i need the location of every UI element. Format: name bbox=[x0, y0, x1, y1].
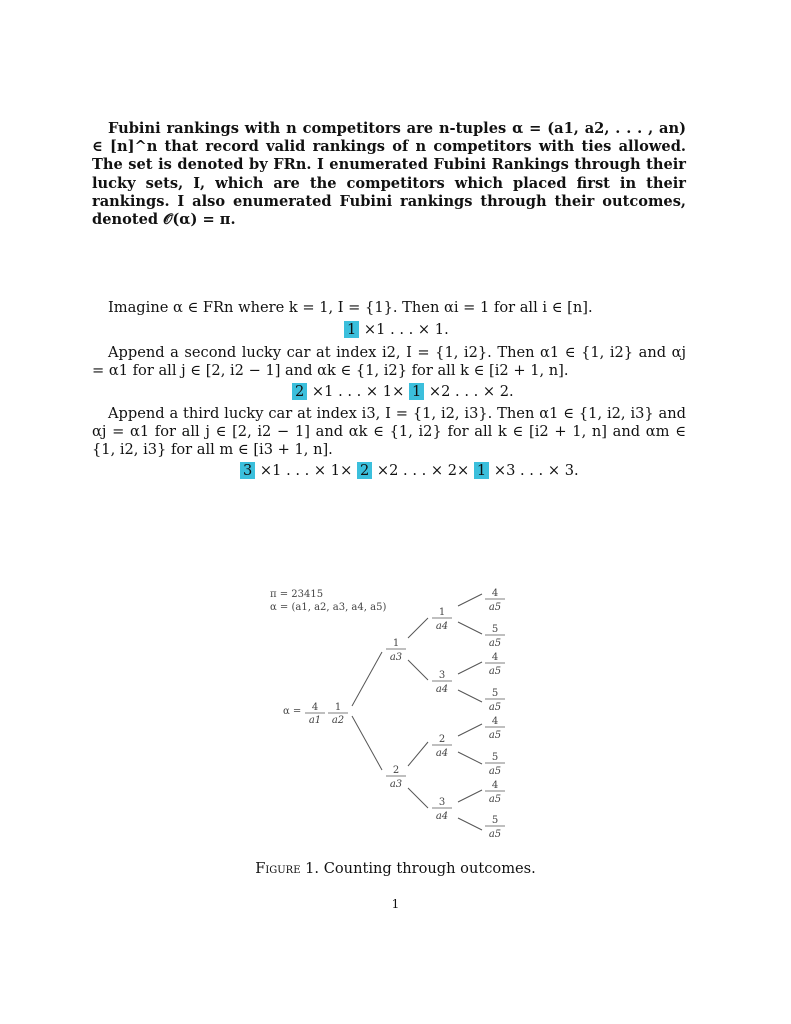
eq3-term-2: 2 bbox=[357, 462, 372, 479]
caption-label: Figure 1. bbox=[255, 860, 320, 877]
l5-value-0: 4 bbox=[491, 588, 499, 599]
intro-text: Fubini rankings with n competitors are n-tuples α = (a1, a2, . . . , an) ∈ [n]^n that record valid rankings of n competitors with ties allowed. The set is denoted by FRn. I enumerated Fubini Rankings through their lucky sets, I, which are the competitors which placed first in their rankings. I also enumerated Fubini rankings through their outcomes, denoted 𝒪(α) = π. bbox=[92, 120, 686, 229]
l4-var-1: a4 bbox=[435, 684, 449, 695]
l4-value-2: 2 bbox=[438, 734, 446, 745]
edge-l4-l5-2 bbox=[458, 662, 482, 674]
eq1-term-1: ×1 . . . × 1. bbox=[359, 321, 449, 338]
a2-value: 1 bbox=[334, 702, 342, 713]
l3-var-0: a3 bbox=[389, 652, 403, 663]
edge-l3-l4-3 bbox=[408, 788, 428, 808]
lucky-p3-text: Append a third lucky car at index i3, I = {1, i2, i3}. Then α1 ∈ {1, i2, i3} and αj = α1 for all j ∈ [2, i2 − 1] and αk ∈ {1, i2} for all k ∈ [i2 + 1, n] and αm ∈ {1, i2, i3} for all m ∈ [i3 + 1, n]. bbox=[92, 405, 686, 459]
l5-value-6: 4 bbox=[491, 780, 499, 791]
eq3-term-1: ×1 . . . × 1× bbox=[255, 462, 357, 479]
l5-value-4: 4 bbox=[491, 716, 499, 727]
l5-value-3: 5 bbox=[491, 688, 499, 699]
l5-var-0: a5 bbox=[488, 602, 502, 613]
root-prefix: α = bbox=[283, 706, 302, 717]
eq3-term-4: 1 bbox=[474, 462, 489, 479]
edge-l4-l5-5 bbox=[458, 752, 482, 764]
edge-root-l3-0 bbox=[352, 652, 382, 706]
a1-var: a1 bbox=[308, 715, 322, 726]
l4-var-0: a4 bbox=[435, 621, 449, 632]
l5-var-4: a5 bbox=[488, 730, 502, 741]
l5-var-6: a5 bbox=[488, 794, 502, 805]
edge-l4-l5-1 bbox=[458, 622, 482, 634]
l5-value-1: 5 bbox=[491, 624, 499, 635]
l4-value-1: 3 bbox=[438, 670, 446, 681]
edge-l3-l4-1 bbox=[408, 660, 428, 680]
caption-text: Counting through outcomes. bbox=[323, 860, 536, 877]
eq3-term-3: ×2 . . . × 2× bbox=[372, 462, 474, 479]
alpha-label: α = (a1, a2, a3, a4, a5) bbox=[270, 602, 387, 613]
eq3-term-0: 3 bbox=[240, 462, 255, 479]
figure-caption bbox=[0, 860, 791, 877]
lucky-p2-text: Append a second lucky car at index i2, I = {1, i2}. Then α1 ∈ {1, i2} and αj = α1 for all j ∈ [2, i2 − 1] and αk ∈ {1, i2} for all k ∈ [i2 + 1, n]. bbox=[92, 344, 686, 380]
eq2-term-0: 2 bbox=[292, 383, 307, 400]
edge-root-l3-1 bbox=[352, 716, 382, 770]
tree-labels bbox=[270, 588, 505, 840]
edge-l4-l5-4 bbox=[458, 724, 482, 736]
l5-var-7: a5 bbox=[488, 829, 502, 840]
page-number: 1 bbox=[391, 897, 400, 911]
eq3-term-5: ×3 . . . × 3. bbox=[489, 462, 579, 479]
l5-value-5: 5 bbox=[491, 752, 499, 763]
l5-value-7: 5 bbox=[491, 815, 499, 826]
edge-l4-l5-7 bbox=[458, 818, 482, 830]
l3-var-1: a3 bbox=[389, 779, 403, 790]
pi-label: π = 23415 bbox=[270, 589, 324, 600]
eq2-term-2: 1 bbox=[409, 383, 424, 400]
l5-value-2: 4 bbox=[491, 652, 499, 663]
lucky-p1-text: Imagine α ∈ FRn where k = 1, I = {1}. Then αi = 1 for all i ∈ [n]. bbox=[108, 299, 593, 316]
eq2-term-1: ×1 . . . × 1× bbox=[307, 383, 409, 400]
l4-var-2: a4 bbox=[435, 748, 449, 759]
a1-value: 4 bbox=[311, 702, 319, 713]
l4-value-3: 3 bbox=[438, 797, 446, 808]
eq2-term-3: ×2 . . . × 2. bbox=[424, 383, 514, 400]
edge-l4-l5-0 bbox=[458, 594, 482, 606]
l5-var-5: a5 bbox=[488, 766, 502, 777]
l4-value-0: 1 bbox=[438, 607, 446, 618]
edge-l3-l4-2 bbox=[408, 742, 428, 766]
l5-var-3: a5 bbox=[488, 702, 502, 713]
l5-var-2: a5 bbox=[488, 666, 502, 677]
l3-value-0: 1 bbox=[392, 638, 400, 649]
l5-var-1: a5 bbox=[488, 638, 502, 649]
l4-var-3: a4 bbox=[435, 811, 449, 822]
tree-edges bbox=[352, 594, 482, 830]
eq1-term-0: 1 bbox=[344, 321, 359, 338]
edge-l3-l4-0 bbox=[408, 618, 428, 638]
edge-l4-l5-6 bbox=[458, 790, 482, 802]
l3-value-1: 2 bbox=[392, 765, 400, 776]
edge-l4-l5-3 bbox=[458, 690, 482, 702]
a2-var: a2 bbox=[331, 715, 345, 726]
